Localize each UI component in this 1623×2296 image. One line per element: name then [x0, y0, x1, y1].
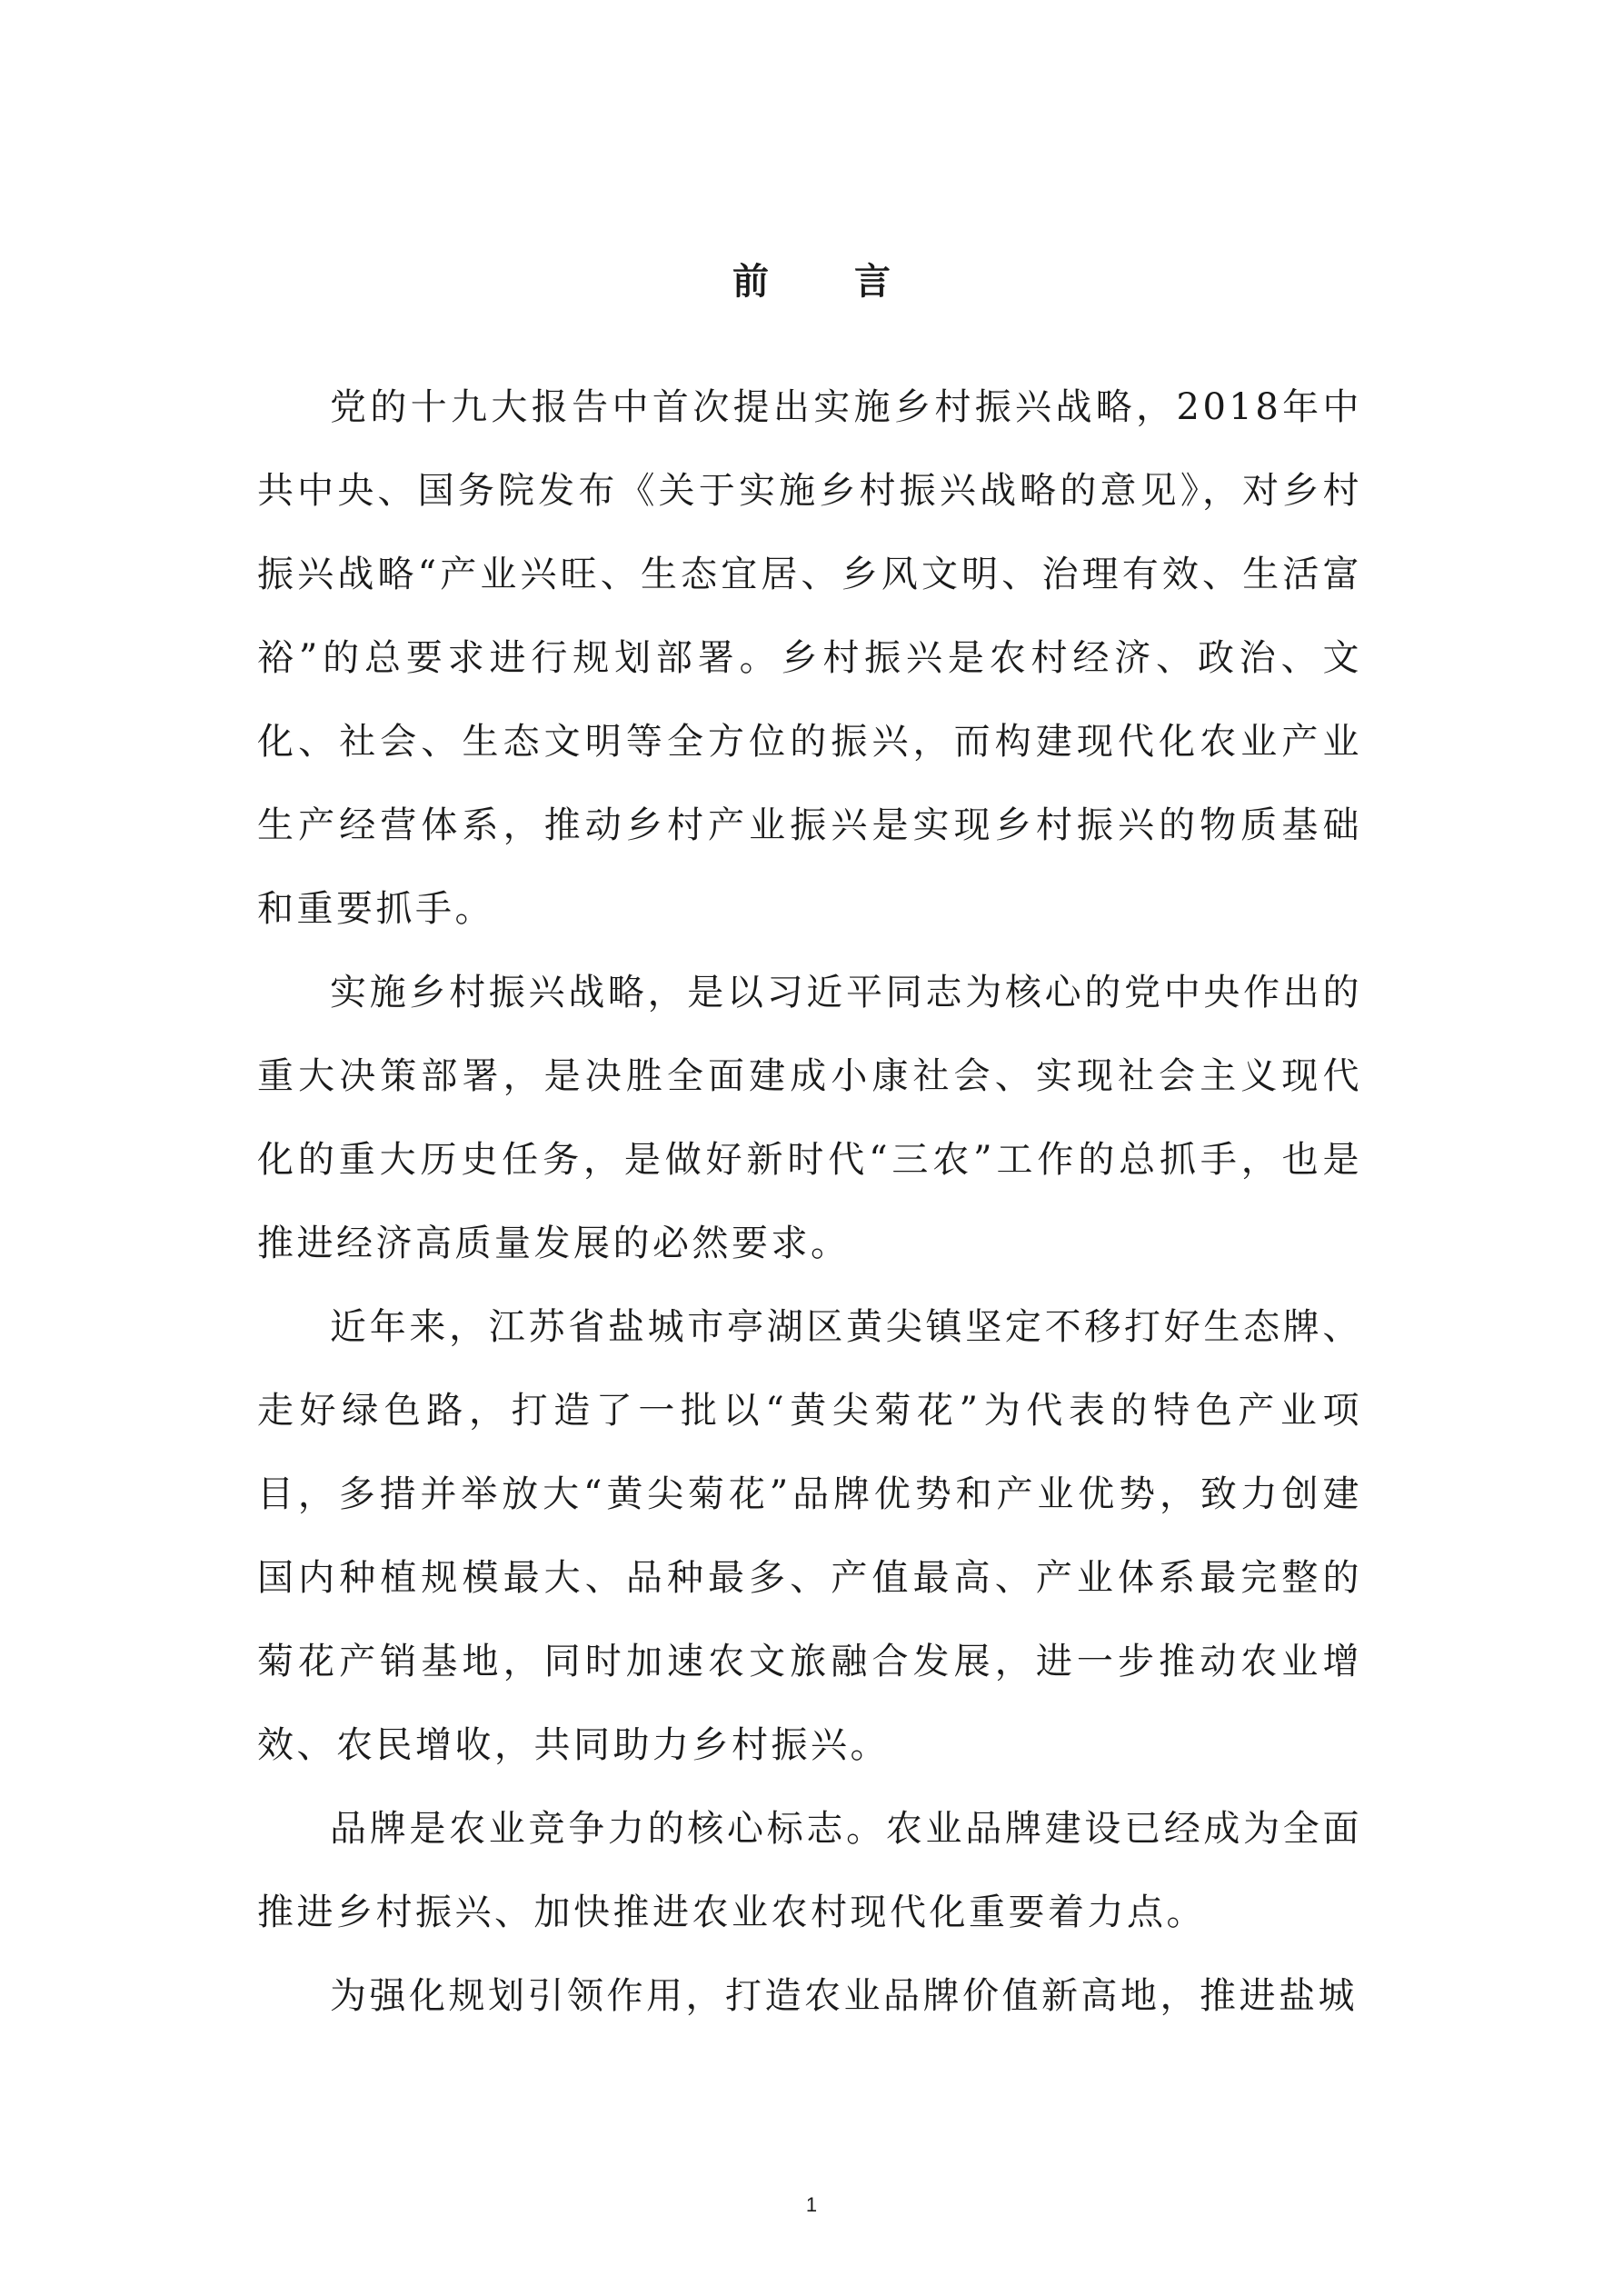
- page-title: 前 言: [732, 261, 927, 303]
- page-number: 1: [805, 2193, 818, 2216]
- paragraph-5: 为强化规划引领作用，打造农业品牌价值新高地，推进盐城: [330, 1975, 1358, 2017]
- body-text: [257, 365, 1362, 2038]
- paragraph-3: 近年来，江苏省盐城市亭湖区黄尖镇坚定不移打好生态牌、走好绿色路，打造了一批以“黄尖菊花”为代表的特色产业项目，多措并举放大“黄尖菊花”品牌优势和产业优势，致力创建国内种植规模最大、品种最多、产值最高、产业体系最完整的菊花产销基地，同时加速农文旅融合发展，进一步推动农业增效、农民增收，共同助力乡村振兴。: [257, 1306, 1362, 1766]
- paragraph-2: 实施乡村振兴战略，是以习近平同志为核心的党中央作出的重大决策部署，是决胜全面建成小康社会、实现社会主义现代化的重大历史任务，是做好新时代“三农”工作的总抓手，也是推进经济高质量发展的必然要求。: [257, 972, 1362, 1264]
- paragraph-1: 党的十九大报告中首次提出实施乡村振兴战略，2018年中共中央、国务院发布《关于实施乡村振兴战略的意见》，对乡村振兴战略“产业兴旺、生态宜居、乡风文明、治理有效、生活富裕”的总要求进行规划部署。乡村振兴是农村经济、政治、文化、社会、生态文明等全方位的振兴，而构建现代化农业产业生产经营体系，推动乡村产业振兴是实现乡村振兴的物质基础和重要抓手。: [257, 386, 1362, 930]
- paragraph-4: 品牌是农业竞争力的核心标志。农业品牌建设已经成为全面推进乡村振兴、加快推进农业农村现代化重要着力点。: [257, 1808, 1362, 1933]
